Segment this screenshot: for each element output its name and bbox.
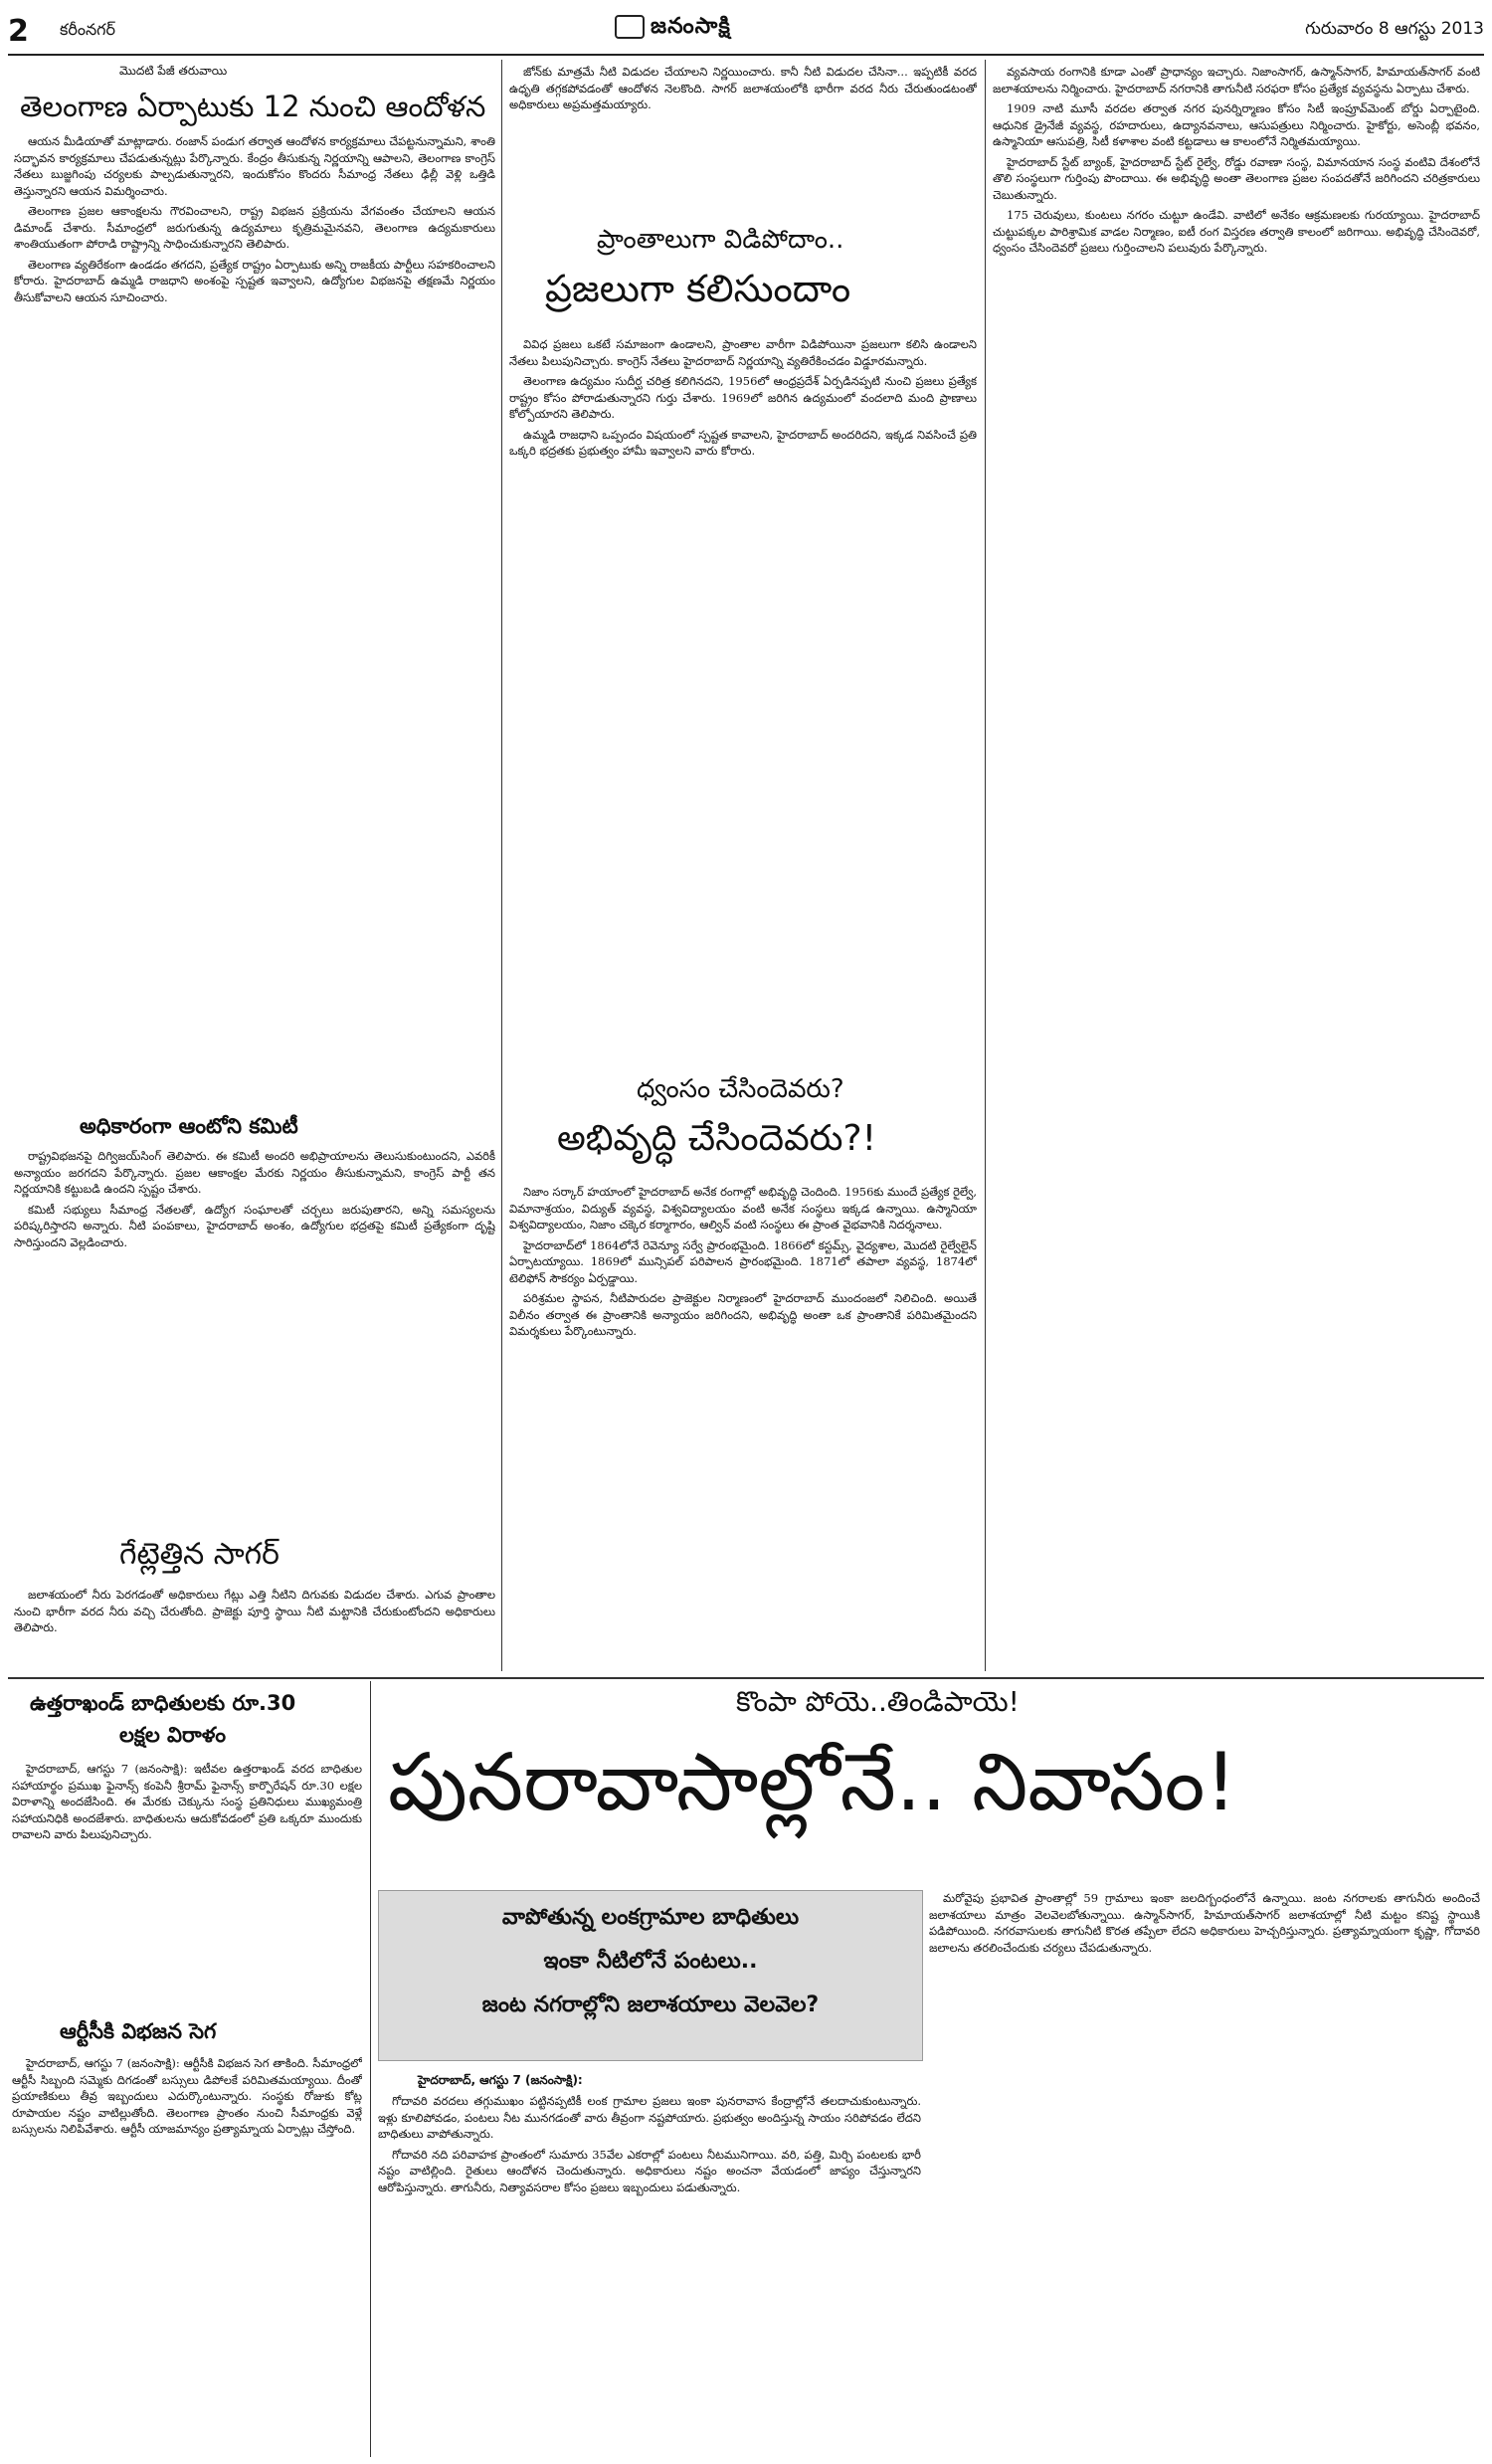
paragraph: పరిశ్రమల స్థాపన, నీటిపారుదల ప్రాజెక్టుల నిర్మాణంలో హైదరాబాద్ ముందంజలో నిలిచింది. అయితే విలీనం తర్వాత ఈ ప్రాంతానికి అన్యాయం జరిగిందని, అభివృద్ధి అంతా ఒక ప్రాంతానికే పరిమితమైందని విమర్శకులు పేర్కొంటున్నారు. bbox=[509, 1291, 977, 1338]
article-body bbox=[12, 1761, 362, 2009]
highlight-line: జంట నగరాల్లోని జలాశయాలు వెలవెల? bbox=[481, 1992, 820, 2017]
article-body bbox=[929, 1890, 1480, 2457]
paragraph: ఉమ్మడి రాజధాని ఒప్పందం విషయంలో స్పష్టత కావాలని, హైదరాబాద్ అందరిదని, ఇక్కడ నివసించే ప్రతి ఒక్కరి భద్రతకు ప్రభుత్వం హామీ ఇవ్వాలని వారు కోరారు. bbox=[509, 427, 977, 458]
paragraph: ఆయన మీడియాతో మాట్లాడారు. రంజాన్ పండుగ తర్వాత ఆందోళన కార్యక్రమాలు చేపట్టనున్నామని, శాంతి సద్భావన కార్యక్రమాలు చేపడుతున్నట్లు పేర్కొన్నారు. కేంద్రం తీసుకున్న నిర్ణయాన్ని ఆపాలని, తెలంగాణ కాంగ్రెస్ నేతలు బుజ్జగింపు చర్యలకు పాల్పడుతున్నారని, ఇందుకోసం కొందరు సీమాంధ్ర నేతలు ఢిల్లీ వెళ్లి ఒత్తిడి తెస్తున్నారని ఆయన విమర్శించారు. bbox=[14, 134, 495, 198]
article-headline: లక్షల విరాళం bbox=[119, 1723, 227, 1747]
article-body bbox=[378, 2093, 921, 2457]
paragraph: జోన్‌కు మాత్రమే నీటి విడుదల చేయాలని నిర్ణయించారు. కానీ నీటి విడుదల చేసినా... ఇప్పటికీ వరద ఉధృతి తగ్గకపోవడంతో ఆందోళన నెలకొంది. సాగర్ జలాశయంలోకి భారీగా వరద నీరు చేరుతుండటంతో అధికారులు అప్రమత్తమయ్యారు. bbox=[509, 65, 977, 111]
article-headline: గేట్లెత్తిన సాగర్ bbox=[119, 1537, 280, 1572]
paragraph: హైదరాబాద్‌లో 1864లోనే రెవెన్యూ సర్వే ప్రారంభమైంది. 1866లో కస్టమ్స్, వైద్యశాల, మొదటి రైల్వేలైన్ ఏర్పాటయ్యాయి. 1869లో మున్సిపల్ పరిపాలన ప్రారంభమైంది. 1871లో తపాలా వ్యవస్థ, 1874లో టెలిఫోన్ సౌకర్యం ఏర్పడ్డాయి. bbox=[509, 1237, 977, 1285]
paragraph: హైదరాబాద్, ఆగస్టు 7 (జనంసాక్షి): ఇటీవల ఉత్తరాఖండ్ వరద బాధితుల సహాయార్థం ప్రముఖ ఫైనాన్స్ కంపెనీ శ్రీరామ్ ఫైనాన్స్ కార్పొరేషన్ రూ.30 లక్షల విరాళాన్ని అందజేసింది. ఈ మేరకు చెక్కును సంస్థ ప్రతినిధులు ముఖ్యమంత్రి సహాయనిధికి అందజేశారు. బాధితులను ఆదుకోవడంలో ప్రతి ఒక్కరూ ముందుకు రావాలని వారు పిలుపునిచ్చారు. bbox=[12, 1762, 362, 1841]
paragraph: 1909 నాటి మూసీ వరదల తర్వాత నగర పునర్నిర్మాణం కోసం సిటీ ఇంప్రూవ్‌మెంట్ బోర్డు ఏర్పాటైంది. ఆధునిక డ్రైనేజీ వ్యవస్థ, రహదారులు, ఉద్యానవనాలు, ఆసుపత్రులు నిర్మించారు. హైకోర్టు, అసెంబ్లీ భవనం, ఉస్మానియా ఆసుపత్రి, సిటీ కళాశాల వంటి కట్టడాలు ఆ కాలంలోనే నిర్మితమయ్యాయి. bbox=[993, 101, 1480, 148]
paragraph: తెలంగాణ ప్రజల ఆకాంక్షలను గౌరవించాలని, రాష్ట్ర విభజన ప్రక్రియను వేగవంతం చేయాలని ఆయన డిమాండ్ చేశారు. సీమాంధ్రలో జరుగుతున్న ఉద్యమాలు కృత్రిమమైనవని, తెలంగాణ ఉద్యమకారులు శాంతియుతంగా పోరాడి రాష్ట్రాన్ని సాధించుకున్నారని తెలిపారు. bbox=[14, 204, 495, 251]
paragraph: హైదరాబాద్ స్టేట్ బ్యాంక్, హైదరాబాద్ స్టేట్ రైల్వే, రోడ్డు రవాణా సంస్థ, విమానయాన సంస్థ వంటివి దేశంలోనే తొలి సంస్థలుగా గుర్తింపు పొందాయి. ఈ అభివృద్ధి అంతా తెలంగాణ ప్రజల సంపదతోనే జరిగిందని చరిత్రకారులు చెబుతున్నారు. bbox=[993, 154, 1480, 202]
column-rule bbox=[370, 1681, 371, 2457]
paragraph: రాష్ట్రవిభజనపై దిగ్విజయ్‌సింగ్ తెలిపారు. ఈ కమిటీ అందరి అభిప్రాయాలను తెలుసుకుంటుందని, ఎవరికీ అన్యాయం జరగదని పేర్కొన్నారు. ప్రజల ఆకాంక్షల మేరకు నిర్ణయం తీసుకున్నామని, కాంగ్రెస్ పార్టీ తన నిర్ణయానికి కట్టుబడి ఉందని స్పష్టం చేశారు. bbox=[14, 1149, 495, 1196]
article-body bbox=[509, 1184, 977, 1671]
article-dateline: హైదరాబాద్, ఆగస్టు 7 (జనంసాక్షి): bbox=[418, 2073, 583, 2087]
article-headline: ప్రజలుగా కలిసుందాం bbox=[545, 267, 851, 310]
article-body bbox=[12, 2055, 362, 2453]
paragraph: మరోవైపు ప్రభావిత ప్రాంతాల్లో 59 గ్రామాలు ఇంకా జలదిగ్బంధంలోనే ఉన్నాయి. జంట నగరాలకు తాగునీరు అందించే జలాశయాలు మాత్రం వెలవెలబోతున్నాయి. ఉస్మాన్‌సాగర్, హిమాయత్‌సాగర్ జలాశయాల్లో నీటి మట్టం కనిష్ట స్థాయికి పడిపోయింది. నగరవాసులకు తాగునీటి కొరత తప్పేలా లేదని అధికారులు హెచ్చరిస్తున్నారు. ప్రత్యామ్నాయంగా కృష్ణా, గోదావరి జలాలను తరలించేందుకు చర్యలు చేపడుతున్నారు. bbox=[929, 1891, 1480, 1955]
article-kicker-headline: కొంపా పోయె..తిండిపాయె! bbox=[736, 1685, 1020, 1718]
article-body bbox=[14, 1587, 495, 1672]
article-headline: తెలంగాణ ఏర్పాటుకు 12 నుంచి ఆందోళన bbox=[20, 90, 486, 123]
paragraph: తెలంగాణ వ్యతిరేకంగా ఉండడం తగదని, ప్రత్యేక రాష్ట్రం ఏర్పాటుకు అన్ని రాజకీయ పార్టీలు సహకరించాలని కోరారు. హైదరాబాద్ ఉమ్మడి రాజధాని అంశంపై స్పష్టత ఇవ్వాలని, ఉద్యోగుల విభజనపై తక్షణమే నిర్ణయం తీసుకోవాలని ఆయన సూచించారు. bbox=[14, 257, 495, 304]
paragraph: జలాశయంలో నీరు పెరగడంతో అధికారులు గేట్లు ఎత్తి నీటిని దిగువకు విడుదల చేశారు. ఎగువ ప్రాంతాల నుంచి భారీగా వరద నీరు వచ్చి చేరుతోంది. ప్రాజెక్టు పూర్తి స్థాయి నీటి మట్టానికి చేరుకుంటోందని అధికారులు తెలిపారు. bbox=[14, 1588, 495, 1634]
column-rule bbox=[985, 60, 986, 1671]
issue-date: గురువారం 8 ఆగస్టు 2013 bbox=[1305, 19, 1484, 39]
paragraph: కమిటీ సభ్యులు సీమాంధ్ర నేతలతో, ఉద్యోగ సంఘాలతో చర్చలు జరుపుతారని, అన్ని సమస్యలను పరిష్కరిస్తారని అన్నారు. నీటి పంపకాలు, హైదరాబాద్ అంశం, ఉద్యోగుల భద్రతపై కమిటీ ప్రత్యేకంగా దృష్టి సారిస్తుందని వెల్లడించారు. bbox=[14, 1202, 495, 1249]
district-name: కరీంనగర్ bbox=[60, 19, 116, 39]
article-headline: ఆర్టీసీకి విభజన సెగ bbox=[60, 2019, 217, 2043]
article-kicker-headline: ధ్వంసం చేసిందెవరు? bbox=[637, 1074, 844, 1104]
paragraph: నిజాం సర్కార్ హయాంలో హైదరాబాద్ అనేక రంగాల్లో అభివృద్ధి చెందింది. 1956కు ముందే ప్రత్యేక రైల్వే, విమానాశ్రయం, విద్యుత్ వ్యవస్థ, విశ్వవిద్యాలయం వంటి అనేక సంస్థలు ఇక్కడ ఉన్నాయి. ఉస్మానియా విశ్వవిద్యాలయం, నిజాం చక్కెర కర్మాగారం, ఆల్విన్ వంటి సంస్థలు ఈ ప్రాంత వైభవానికి నిదర్శనాలు. bbox=[509, 1185, 977, 1232]
highlight-line: వాపోతున్న లంకగ్రామాల బాధితులు bbox=[501, 1905, 800, 1930]
article-body bbox=[14, 1148, 495, 1526]
masthead bbox=[8, 8, 1484, 56]
logo-icon bbox=[615, 15, 645, 39]
article-headline: ఉత్తరాఖండ్ బాధితులకు రూ.30 bbox=[30, 1691, 296, 1715]
paragraph: వ్యవసాయ రంగానికి కూడా ఎంతో ప్రాధాన్యం ఇచ్చారు. నిజాంసాగర్, ఉస్మాన్‌సాగర్, హిమాయత్‌సాగర్ వంటి జలాశయాలను నిర్మించారు. హైదరాబాద్ నగరానికి తాగునీటి సరఫరా కోసం ప్రత్యేక వ్యవస్థను ఏర్పాటు చేశారు. bbox=[993, 65, 1480, 95]
paragraph: 175 చెరువులు, కుంటలు నగరం చుట్టూ ఉండేవి. వాటిలో అనేకం ఆక్రమణలకు గురయ్యాయి. హైదరాబాద్ చుట్టుపక్కల పారిశ్రామిక వాడల నిర్మాణం, ఐటీ రంగ విస్తరణ తర్వాతి కాలంలో జరిగాయి. అభివృద్ధి చేసిందెవరో, ధ్వంసం చేసిందెవరో ప్రజలు గుర్తించాలని పలువురు పేర్కొన్నారు. bbox=[993, 208, 1480, 255]
article-kicker-headline: ప్రాంతాలుగా విడిపోదాం.. bbox=[597, 225, 844, 255]
paper-name: జనంసాక్షి bbox=[651, 14, 731, 39]
article-body bbox=[993, 64, 1480, 1671]
highlight-box bbox=[378, 1890, 923, 2061]
article-headline: పునరావాసాల్లోనే.. నివాసం! bbox=[388, 1736, 1237, 1828]
column-rule bbox=[501, 60, 502, 1671]
paragraph: గోదావరి నది పరివాహక ప్రాంతంలో సుమారు 35వేల ఎకరాల్లో పంటలు నీటమునిగాయి. వరి, పత్తి, మిర్చి పంటలకు భారీ నష్టం వాటిల్లింది. రైతులు ఆందోళన చెందుతున్నారు. అధికారులు నష్టం అంచనా వేయడంలో జాప్యం చేస్తున్నారని ఆరోపిస్తున్నారు. తాగునీరు, నిత్యావసరాల కోసం ప్రజలు ఇబ్బందులు పడుతున్నారు. bbox=[378, 2147, 921, 2194]
article-headline: అధికారంగా ఆంటోని కమిటీ bbox=[80, 1114, 298, 1138]
paper-logo bbox=[615, 14, 731, 44]
highlight-line: ఇంకా నీటిలోనే పంటలు.. bbox=[543, 1949, 758, 1974]
article-body bbox=[14, 133, 495, 1108]
paragraph: వివిధ ప్రజలు ఒకటే సమాజంగా ఉండాలని, ప్రాంతాల వారీగా విడిపోయినా ప్రజలుగా కలిసి ఉండాలని నేతలు పిలుపునిచ్చారు. కాంగ్రెస్ నేతలు హైదరాబాద్ నిర్ణయాన్ని వ్యతిరేకించడం విడ్డూరమన్నారు. bbox=[509, 337, 977, 368]
article-headline: అభివృద్ధి చేసిందెవరు?! bbox=[557, 1118, 877, 1159]
article-kicker: మొదటి పేజీ తరువాయి bbox=[119, 64, 228, 78]
page-number: 2 bbox=[8, 13, 29, 49]
section-rule bbox=[8, 1677, 1484, 1679]
article-body bbox=[509, 64, 977, 213]
paragraph: తెలంగాణ ఉద్యమం సుదీర్ఘ చరిత్ర కలిగినదని, 1956లో ఆంధ్రప్రదేశ్ ఏర్పడినప్పటి నుంచి ప్రజలు ప్రత్యేక రాష్ట్రం కోసం పోరాడుతున్నారని గుర్తు చేశారు. 1969లో జరిగిన ఉద్యమంలో వందలాది మంది ప్రాణాలు కోల్పోయారని తెలిపారు. bbox=[509, 374, 977, 421]
paragraph: హైదరాబాద్, ఆగస్టు 7 (జనంసాక్షి): ఆర్టీసీకి విభజన సెగ తాకింది. సీమాంధ్రలో ఆర్టీసీ సిబ్బంది సమ్మెకు దిగడంతో బస్సులు డిపోలకే పరిమితమయ్యాయి. దీంతో ప్రయాణికులు తీవ్ర ఇబ్బందులు ఎదుర్కొంటున్నారు. సంస్థకు రోజుకు కోట్ల రూపాయల నష్టం వాటిల్లుతోంది. తెలంగాణ ప్రాంతం నుంచి సీమాంధ్రకు వెళ్లే బస్సులను నిలిపివేశారు. ఆర్టీసీ యాజమాన్యం ప్రత్యామ్నాయ ఏర్పాట్లు చేస్తోంది. bbox=[12, 2056, 362, 2136]
paragraph: గోదావరి వరదలు తగ్గుముఖం పట్టినప్పటికీ లంక గ్రామాల ప్రజలు ఇంకా పునరావాస కేంద్రాల్లోనే తలదాచుకుంటున్నారు. ఇళ్లు కూలిపోవడం, పంటలు నీట మునగడంతో వారు తీవ్రంగా నష్టపోయారు. ప్రభుత్వం అందిస్తున్న సాయం సరిపోవడం లేదని బాధితులు వాపోతున్నారు. bbox=[378, 2094, 921, 2141]
